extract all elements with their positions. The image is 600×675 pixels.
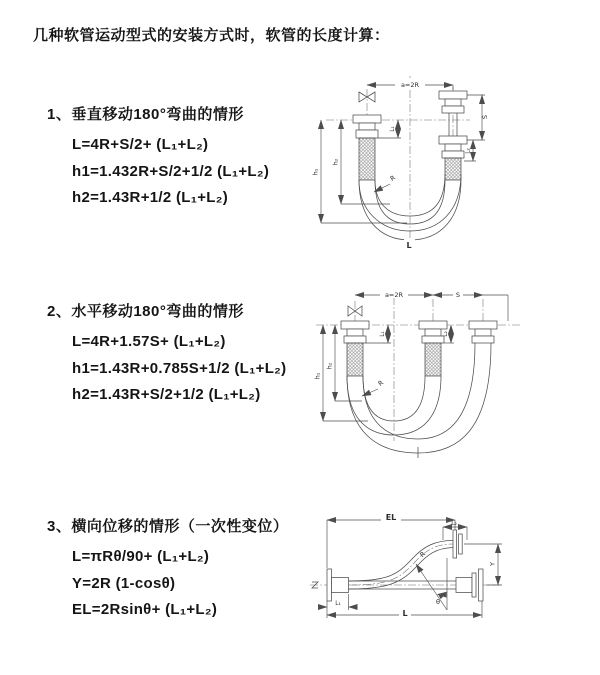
- leg-centerlines: [355, 299, 483, 341]
- braided-hose-left: [347, 343, 363, 376]
- diagram-lateral-displacement: [296, 498, 596, 650]
- section-2-formulas: [47, 329, 286, 409]
- formula-line: Y=2R (1-cosθ): [72, 574, 176, 592]
- section-3-heading: 3、横向位移的情形（一次性变位）: [47, 518, 289, 535]
- dim-label-h1: h₁: [313, 372, 322, 380]
- radius-label: R: [418, 549, 428, 559]
- section-1-heading: 1、垂直移动180°弯曲的情形: [47, 106, 244, 123]
- section-1-formulas: [47, 132, 269, 212]
- flange-original-position: [456, 569, 483, 601]
- flange-fitting-right-lower: [439, 136, 467, 158]
- dim-label-s: S: [455, 291, 461, 299]
- section-vertical-180: [47, 106, 269, 212]
- formula-line: L=4R+S/2+ (L₁+L₂): [72, 136, 209, 153]
- dim-label-l1: L₁: [380, 331, 386, 337]
- flange-fixed-end: [327, 569, 349, 601]
- radius-leader: [374, 184, 390, 192]
- dim-label-a2r: a=2R: [384, 291, 404, 299]
- braided-hose-left: [359, 138, 375, 180]
- dim-label-l2: L₂: [451, 521, 457, 527]
- braided-hose-middle: [425, 343, 441, 376]
- radius-label: R: [388, 173, 398, 183]
- section-horizontal-180: [47, 303, 286, 409]
- formula-line: h1=1.432R+S/2+1/2 (L₁+L₂): [72, 162, 270, 180]
- formula-line: h2=1.43R+1/2 (L₁+L₂): [72, 189, 229, 206]
- dim-label-el: EL: [385, 513, 397, 522]
- section-lateral-displacement: [47, 518, 288, 624]
- dim-label-l1: L₁: [335, 601, 341, 607]
- dim-label-h2: h₂: [331, 158, 340, 166]
- dim-label-s: S: [481, 114, 489, 120]
- flange-displaced-end: [453, 530, 462, 558]
- hose-u-bend: [347, 343, 491, 453]
- angle-label: θ: [436, 598, 440, 606]
- radius-leader: [416, 564, 447, 610]
- braided-hose-right: [445, 158, 461, 180]
- dim-label-l2: L₂: [465, 148, 472, 154]
- diagram-vertical-180-bend: [312, 68, 552, 260]
- formula-line: L=4R+1.57S+ (L₁+L₂): [72, 333, 226, 350]
- formula-line: L=πRθ/90+ (L₁+L₂): [72, 548, 210, 565]
- diagram-horizontal-180-bend: [306, 281, 556, 469]
- flange-fitting-left: [341, 321, 369, 343]
- dim-ext: [327, 520, 455, 568]
- section-2-heading: 2、水平移动180°弯曲的情形: [47, 303, 244, 320]
- dim-label-h2: h₂: [325, 362, 334, 370]
- dim-label-y: Y: [488, 562, 497, 566]
- dim-label-l2: L₂: [443, 331, 449, 337]
- dim-label-a2r: a=2R: [400, 81, 420, 89]
- dim-ext: [483, 295, 508, 321]
- flange-fitting-right: [469, 321, 497, 343]
- formula-line: EL=2Rsinθ+ (L₁+L₂): [72, 601, 218, 618]
- section-3-formulas: [47, 544, 288, 624]
- hose-walls: [349, 541, 457, 590]
- page-title: 几种软管运动型式的安装方式时，软管的长度计算：: [33, 27, 390, 44]
- radius-label: R: [376, 378, 386, 388]
- flange-fitting-right-upper: [439, 91, 467, 113]
- formula-line: h2=1.43R+S/2+1/2 (L₁+L₂): [72, 386, 261, 403]
- dim-label-h1: h₁: [312, 168, 320, 176]
- formula-line: h1=1.43R+0.785S+1/2 (L₁+L₂): [72, 359, 287, 377]
- dim-label-l1: L₁: [390, 126, 396, 132]
- flange-fitting-left: [353, 115, 381, 138]
- length-label: L: [406, 241, 412, 250]
- length-label: L: [402, 609, 408, 618]
- angle-arc: [438, 592, 448, 595]
